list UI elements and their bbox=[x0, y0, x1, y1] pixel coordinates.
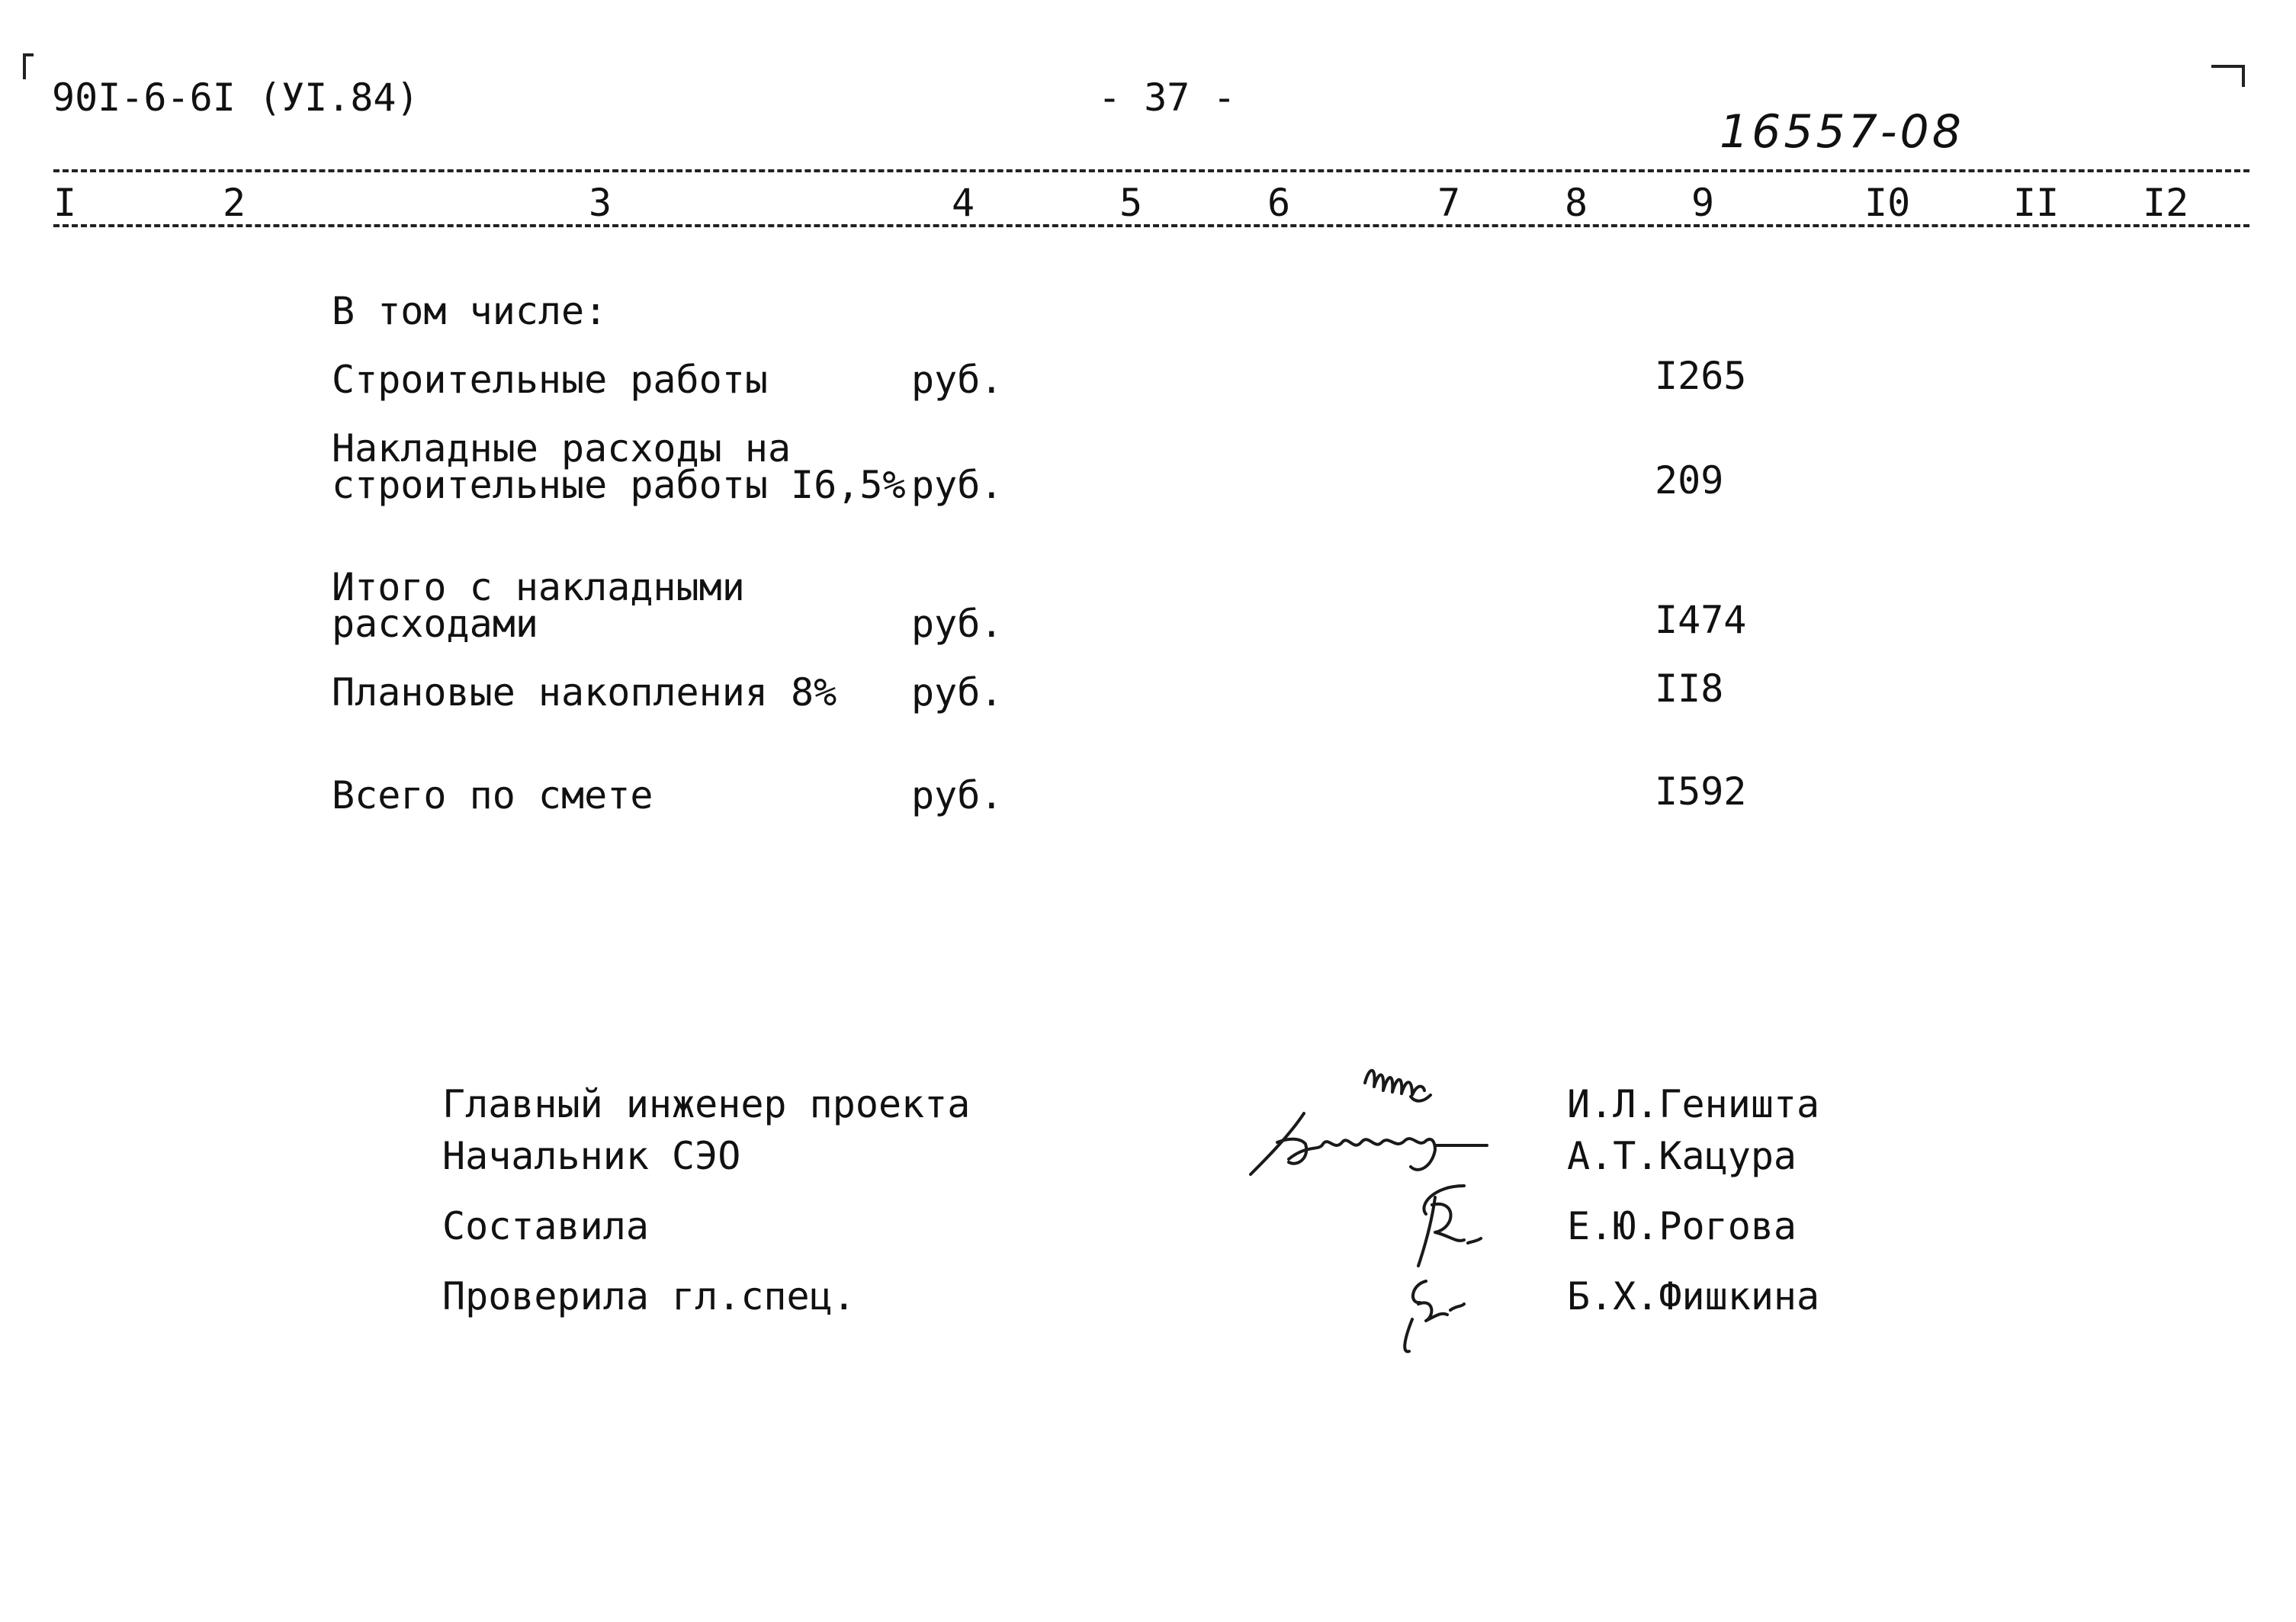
row-value: I474 bbox=[1655, 598, 1747, 642]
corner-mark-right bbox=[2211, 65, 2245, 87]
column-number: 3 bbox=[589, 181, 612, 225]
signature-name: Е.Ю.Рогова bbox=[1567, 1204, 1797, 1248]
column-number: I bbox=[53, 181, 77, 225]
column-number: 5 bbox=[1119, 181, 1143, 225]
column-number: I2 bbox=[2143, 181, 2189, 225]
row-unit: руб. bbox=[911, 670, 1003, 715]
document-code: 90I-6-6I (УI.84) bbox=[52, 75, 419, 120]
signature-role: Проверила гл.спец. bbox=[442, 1274, 856, 1318]
row-unit: руб. bbox=[911, 358, 1003, 402]
column-number: 2 bbox=[223, 181, 246, 225]
table-header-top-rule bbox=[53, 169, 2249, 172]
row-unit: руб. bbox=[911, 773, 1003, 817]
table-header-bottom-rule bbox=[53, 224, 2249, 227]
corner-mark-left bbox=[23, 53, 34, 79]
column-number: 4 bbox=[952, 181, 975, 225]
row-unit: руб. bbox=[911, 463, 1003, 507]
row-label: Строительные работы bbox=[332, 358, 768, 402]
section-intro: В том числе: bbox=[332, 289, 608, 333]
row-value: I265 bbox=[1655, 354, 1747, 398]
signature-name: А.Т.Кацура bbox=[1567, 1134, 1797, 1178]
row-value: II8 bbox=[1655, 666, 1724, 711]
row-unit: руб. bbox=[911, 602, 1003, 646]
row-label: Плановые накопления 8% bbox=[332, 670, 837, 715]
column-number: 8 bbox=[1565, 181, 1588, 225]
signature-role: Главный инженер проекта bbox=[442, 1082, 971, 1126]
signature-name: И.Л.Геништа bbox=[1567, 1082, 1820, 1126]
handwritten-document-number: 16557-08 bbox=[1720, 105, 1964, 159]
signature-role: Составила bbox=[442, 1204, 649, 1248]
row-value: 209 bbox=[1655, 458, 1724, 503]
column-number: II bbox=[2013, 181, 2060, 225]
column-number: I0 bbox=[1864, 181, 1911, 225]
column-number: 7 bbox=[1437, 181, 1461, 225]
column-number: 9 bbox=[1691, 181, 1715, 225]
row-label: строительные работы I6,5% bbox=[332, 463, 906, 507]
signature-role: Начальник СЭО bbox=[442, 1134, 741, 1178]
row-label: Накладные расходы на bbox=[332, 426, 792, 471]
signature-name: Б.Х.Фишкина bbox=[1567, 1274, 1820, 1318]
row-label: Итого с накладными bbox=[332, 565, 745, 609]
column-number: 6 bbox=[1267, 181, 1291, 225]
row-value: I592 bbox=[1655, 769, 1747, 814]
page-number: - 37 - bbox=[1098, 75, 1236, 120]
row-label: Всего по смете bbox=[332, 773, 653, 817]
row-label: расходами bbox=[332, 602, 538, 646]
handwritten-signatures bbox=[1235, 1052, 1556, 1388]
